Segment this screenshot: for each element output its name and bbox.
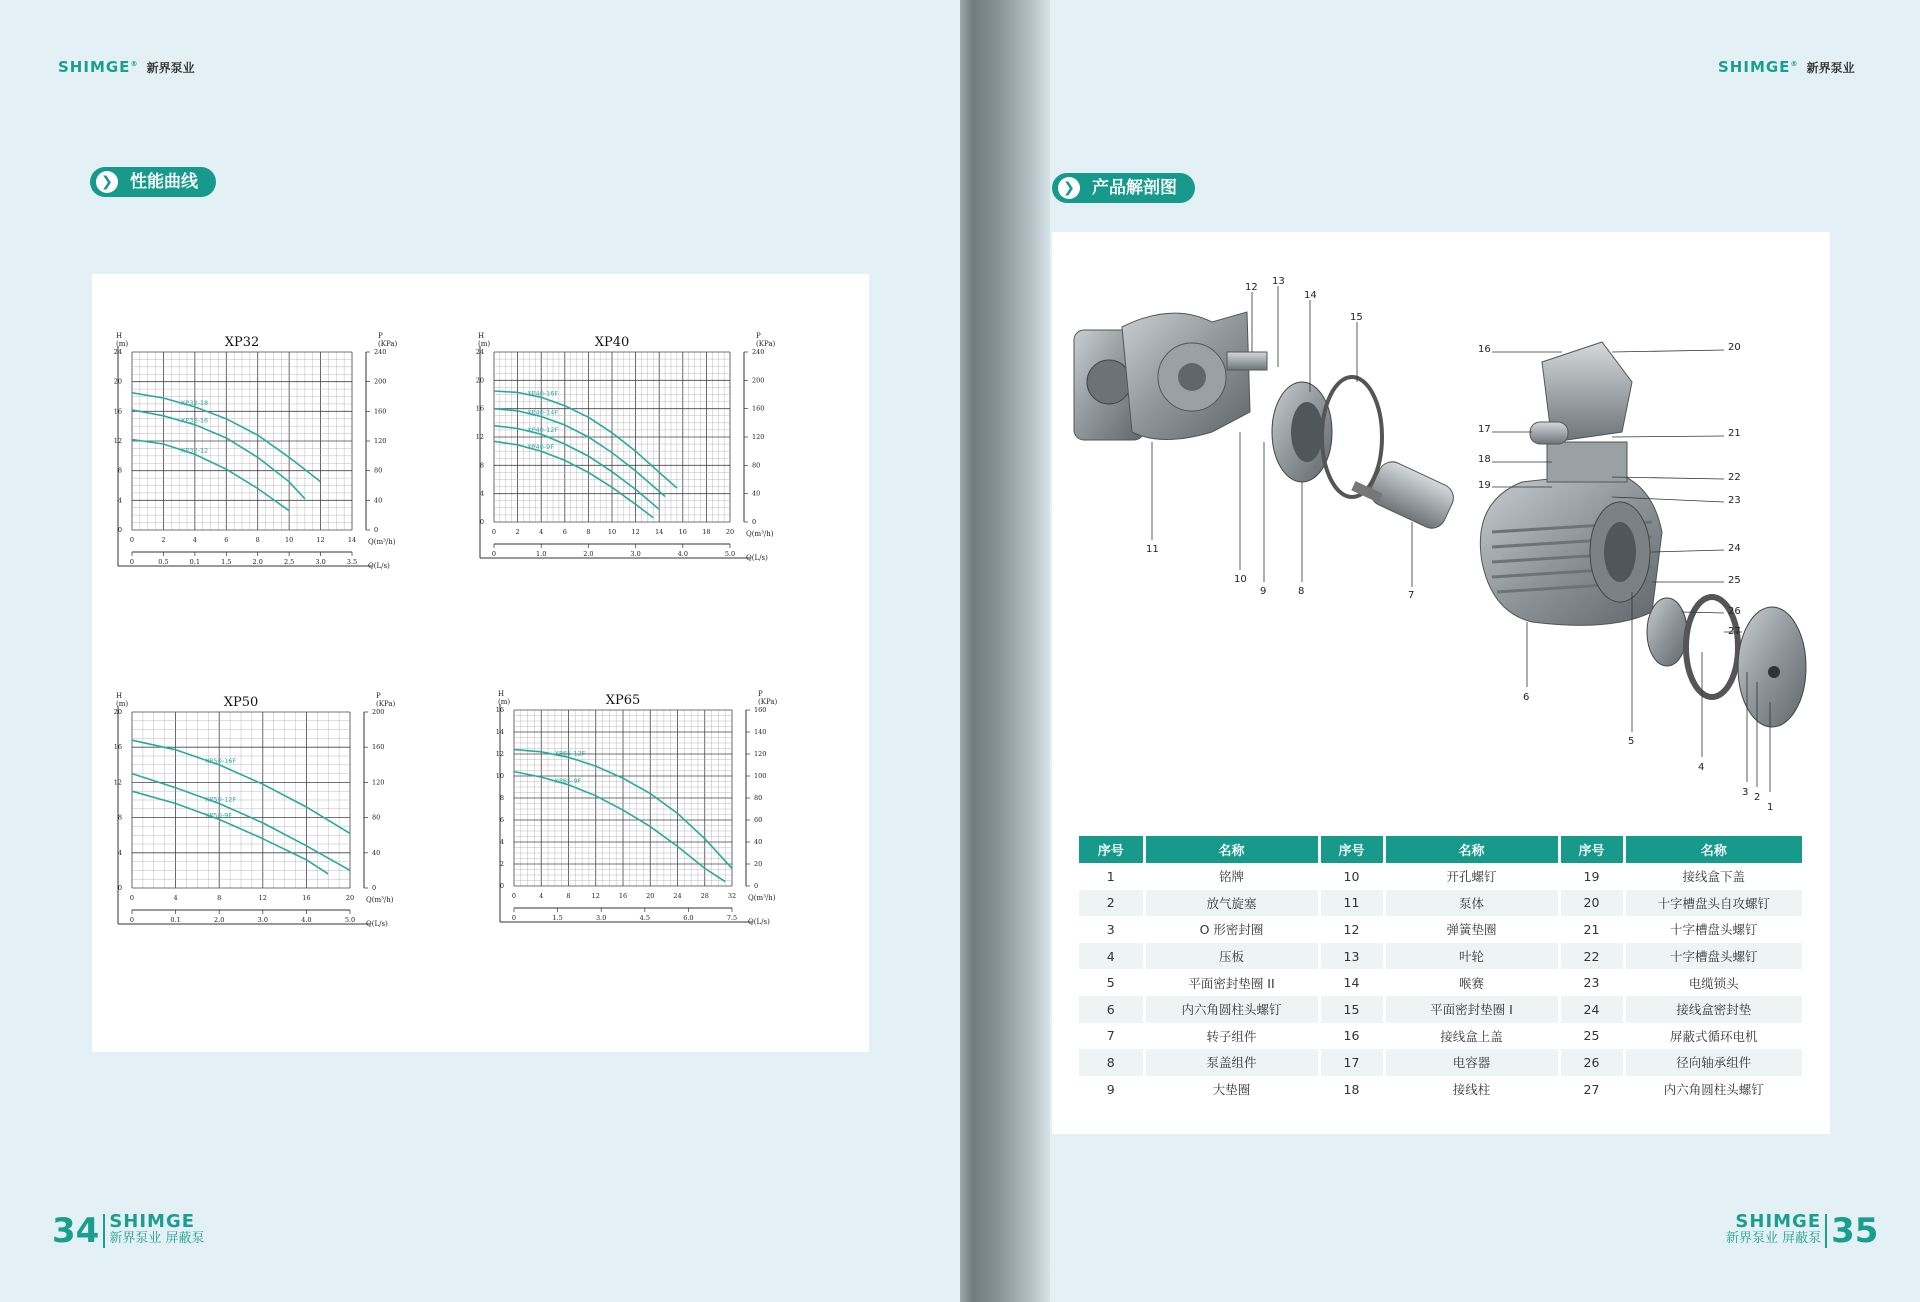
part-number-cell: 19: [1559, 863, 1624, 890]
series-label-XP65-12F: XP65-12F: [554, 749, 586, 758]
part-name-cell: 接线盒上盖: [1384, 1023, 1559, 1050]
x2-tick-label: 0: [129, 916, 135, 924]
y-tick-label: 0: [117, 884, 122, 892]
x2-tick-label: 3.0: [257, 916, 268, 924]
y2-tick-label: 80: [754, 794, 763, 802]
y-tick-label: 8: [117, 813, 122, 822]
y-tick-label: 20: [113, 708, 122, 716]
part-name-cell: 内六角圆柱头螺钉: [1624, 1076, 1802, 1103]
callout-4: 4: [1698, 762, 1705, 773]
x2-tick-label: 1.5: [552, 914, 563, 922]
col-header: 序号: [1559, 836, 1624, 863]
x-tick-label: 16: [618, 892, 628, 900]
x2-axis-label: Q(L/s): [366, 920, 388, 928]
section-title-performance: [90, 167, 216, 197]
callout-13: 13: [1272, 276, 1285, 287]
part-name-cell: 大垫圈: [1144, 1076, 1319, 1103]
section-title-text: 性能曲线: [130, 172, 198, 192]
series-label-XP40-16F: XP40-16F: [527, 389, 559, 398]
y2-tick-label: 0: [754, 882, 759, 890]
x2-tick-label: 3.5: [346, 558, 358, 566]
part-name-cell: 喉赛: [1384, 969, 1559, 996]
series-line-XP65-9F: [514, 772, 725, 882]
callout-24: 24: [1728, 543, 1741, 554]
brand-reg: ®: [1790, 60, 1799, 68]
brand-en: SHIMGE: [1718, 58, 1791, 76]
y-tick-label: 4: [117, 848, 122, 857]
x2-tick-label: 2.0: [583, 550, 594, 558]
y2-axis-label: P: [756, 332, 761, 340]
x-tick-label: 6: [562, 528, 567, 536]
x2-tick-label: 7.5: [726, 914, 738, 922]
y-tick-label: 6: [499, 816, 504, 824]
x2-tick-label: 5.0: [344, 916, 356, 924]
x-tick-label: 20: [345, 894, 355, 902]
callout-19: 19: [1478, 480, 1491, 491]
parts-table: [1079, 836, 1802, 1102]
part-number-cell: 10: [1319, 863, 1384, 890]
brand-cn: 新界泵业: [146, 61, 195, 75]
part-number-cell: 18: [1319, 1076, 1384, 1103]
y2-tick-label: 240: [752, 348, 765, 356]
chart-xp50: [112, 694, 420, 949]
y2-tick-label: 200: [372, 708, 385, 716]
chart-svg: [474, 334, 800, 579]
y2-tick-label: 40: [372, 848, 381, 857]
y-tick-label: 16: [495, 706, 504, 714]
footer-right: [1726, 1213, 1878, 1249]
x2-axis-label: Q(L/s): [368, 562, 390, 570]
x-tick-label: 0: [129, 894, 135, 902]
y2-tick-label: 40: [754, 838, 763, 846]
x2-tick-label: 2.0: [214, 916, 225, 924]
footer-left: [52, 1213, 204, 1249]
exploded-pump-illustration: [1052, 232, 1830, 792]
y2-tick-label: 120: [374, 437, 387, 445]
callout-1: 1: [1767, 802, 1774, 813]
x2-tick-label: 3.0: [315, 558, 326, 566]
y-axis-label: (m): [478, 340, 491, 348]
series-label-XP40-14F: XP40-14F: [527, 408, 559, 417]
part-number-cell: 17: [1319, 1049, 1384, 1076]
y-tick-label: 0: [479, 518, 484, 526]
part-number-cell: 6: [1079, 996, 1144, 1023]
footer-brand-en: SHIMGE: [109, 1211, 196, 1232]
y-tick-label: 10: [495, 772, 504, 780]
y2-tick-label: 0: [372, 884, 377, 892]
y2-tick-label: 80: [752, 461, 761, 470]
y-tick-label: 20: [475, 376, 484, 385]
x2-tick-label: 4.0: [301, 916, 312, 924]
y2-axis-label: (KPa): [756, 340, 776, 348]
x2-axis-label: Q(L/s): [748, 918, 770, 926]
y2-tick-label: 120: [752, 433, 765, 441]
callout-21: 21: [1728, 428, 1741, 439]
part-name-cell: 十字槽盘头螺钉: [1624, 916, 1802, 943]
callout-17: 17: [1478, 424, 1491, 435]
x2-tick-label: 0: [511, 914, 517, 922]
y2-tick-label: 160: [754, 706, 767, 714]
part-number-cell: 27: [1559, 1076, 1624, 1103]
part-name-cell: 电容器: [1384, 1049, 1559, 1076]
x2-tick-label: 2.0: [252, 558, 263, 566]
chart-xp32: [112, 334, 422, 591]
table-row: [1079, 969, 1802, 996]
table-row: [1079, 1023, 1802, 1050]
series-label-XP65-9F: XP65-9F: [554, 776, 582, 785]
callout-23: 23: [1728, 495, 1741, 506]
callout-26: 26: [1728, 606, 1741, 617]
y-tick-label: 12: [475, 433, 484, 441]
x-tick-label: 20: [725, 528, 735, 536]
chevron-right-icon: ❯: [96, 171, 118, 193]
part-name-cell: 放气旋塞: [1144, 890, 1319, 917]
x-tick-label: 0: [129, 536, 135, 544]
part-name-cell: 径向轴承组件: [1624, 1049, 1802, 1076]
y2-axis-label: P: [758, 690, 763, 698]
series-label-XP50-9F: XP50-9F: [205, 811, 233, 820]
table-row: [1079, 916, 1802, 943]
x-tick-label: 28: [700, 892, 709, 900]
table-header-row: [1079, 836, 1802, 863]
chart-title: XP40: [594, 335, 630, 350]
brand-cn: 新界泵业: [1806, 61, 1855, 75]
x-axis-label: Q(m³/h): [746, 530, 774, 538]
table-row: [1079, 1076, 1802, 1103]
rotor-icon: [1351, 457, 1458, 532]
callout-9: 9: [1260, 586, 1267, 597]
y-axis-label: (m): [116, 700, 129, 708]
series-label-XP50-12F: XP50-12F: [205, 795, 237, 804]
callout-15: 15: [1350, 312, 1363, 323]
y2-tick-label: 60: [754, 816, 763, 824]
exploded-view-panel: [1052, 232, 1830, 1134]
y2-axis-label: (KPa): [376, 700, 396, 708]
series-label-XP32-18: XP32-18: [180, 398, 209, 407]
y-tick-label: 4: [117, 496, 122, 505]
callout-5: 5: [1628, 736, 1635, 747]
brand-logo-top-left: [58, 58, 195, 76]
part-name-cell: 泵盖组件: [1144, 1049, 1319, 1076]
x-tick-label: 24: [673, 892, 682, 900]
x-tick-label: 2: [161, 536, 166, 544]
callout-12: 12: [1245, 282, 1258, 293]
x2-tick-label: 4.5: [639, 914, 650, 922]
x-tick-label: 12: [316, 536, 325, 544]
y-tick-label: 24: [475, 348, 484, 356]
col-header: 名称: [1384, 836, 1559, 863]
callout-2: 2: [1754, 792, 1761, 803]
part-name-cell: 接线盒密封垫: [1624, 996, 1802, 1023]
y-tick-label: 4: [479, 489, 484, 498]
callout-6: 6: [1523, 692, 1530, 703]
x2-tick-label: 0: [491, 550, 497, 558]
part-name-cell: 叶轮: [1384, 943, 1559, 970]
x-tick-label: 8: [255, 536, 260, 544]
x2-axis-label: Q(L/s): [746, 554, 768, 562]
part-number-cell: 21: [1559, 916, 1624, 943]
x-axis-label: Q(m³/h): [748, 894, 776, 902]
series-label-XP40-9F: XP40-9F: [527, 443, 555, 452]
section-title-text: 产品解剖图: [1092, 178, 1177, 198]
part-name-cell: 接线柱: [1384, 1076, 1559, 1103]
col-header: 名称: [1144, 836, 1319, 863]
part-name-cell: O 形密封圈: [1144, 916, 1319, 943]
y2-tick-label: 200: [374, 377, 387, 386]
y-tick-label: 2: [499, 860, 504, 868]
y-tick-label: 12: [113, 778, 122, 787]
y2-tick-label: 0: [374, 526, 379, 534]
y2-axis-label: (KPa): [758, 698, 778, 706]
x-tick-label: 16: [678, 528, 687, 536]
x-tick-label: 32: [727, 892, 737, 900]
x-tick-label: 8: [566, 892, 571, 900]
y-tick-label: 24: [113, 348, 122, 356]
y-tick-label: 16: [113, 743, 122, 752]
x2-tick-label: 2.5: [283, 558, 295, 566]
motor-icon: [1480, 472, 1662, 625]
x-tick-label: 18: [702, 528, 711, 536]
x-tick-label: 10: [285, 536, 294, 544]
y2-tick-label: 20: [754, 860, 763, 868]
part-number-cell: 3: [1079, 916, 1144, 943]
callout-14: 14: [1304, 290, 1317, 301]
part-name-cell: 接线盒下盖: [1624, 863, 1802, 890]
x-tick-label: 6: [224, 536, 229, 544]
part-name-cell: 平面密封垫圈 II: [1144, 969, 1319, 996]
table-row: [1079, 996, 1802, 1023]
part-name-cell: 十字槽盘头自攻螺钉: [1624, 890, 1802, 917]
y-tick-label: 20: [113, 377, 122, 386]
x2-tick-label: 3.0: [596, 914, 607, 922]
part-number-cell: 15: [1319, 996, 1384, 1023]
y-axis-label: H: [478, 332, 485, 340]
y2-tick-label: 140: [754, 728, 767, 736]
x-tick-label: 14: [347, 536, 357, 544]
part-number-cell: 9: [1079, 1076, 1144, 1103]
part-number-cell: 12: [1319, 916, 1384, 943]
y-axis-label: H: [498, 690, 505, 698]
performance-curves-panel: [92, 274, 869, 1052]
chart-title: XP65: [605, 693, 641, 708]
part-number-cell: 24: [1559, 996, 1624, 1023]
y2-tick-label: 80: [374, 466, 383, 475]
y2-tick-label: 40: [752, 489, 761, 498]
part-number-cell: 20: [1559, 890, 1624, 917]
y-tick-label: 8: [479, 461, 484, 470]
part-name-cell: 弹簧垫圈: [1384, 916, 1559, 943]
chevron-right-icon: ❯: [1058, 177, 1080, 199]
col-header: 名称: [1624, 836, 1802, 863]
y2-tick-label: 240: [374, 348, 387, 356]
y-axis-label: (m): [116, 340, 129, 348]
callout-10: 10: [1234, 574, 1247, 585]
table-row: [1079, 1049, 1802, 1076]
part-name-cell: 电缆锁头: [1624, 969, 1802, 996]
chart-xp65: [494, 692, 802, 947]
y-tick-label: 14: [495, 728, 504, 736]
part-number-cell: 8: [1079, 1049, 1144, 1076]
part-name-cell: 十字槽盘头螺钉: [1624, 943, 1802, 970]
callout-11: 11: [1146, 544, 1159, 555]
part-name-cell: 屏蔽式循环电机: [1624, 1023, 1802, 1050]
page-number: 35: [1831, 1211, 1879, 1251]
part-number-cell: 11: [1319, 890, 1384, 917]
y-tick-label: 4: [499, 838, 504, 846]
x-tick-label: 8: [586, 528, 591, 536]
x-tick-label: 4: [539, 528, 544, 536]
y-axis-label: H: [116, 692, 123, 700]
x-tick-label: 12: [631, 528, 640, 536]
x-tick-label: 16: [302, 894, 311, 902]
part-number-cell: 2: [1079, 890, 1144, 917]
y2-tick-label: 160: [752, 404, 765, 413]
part-number-cell: 1: [1079, 863, 1144, 890]
chart-svg: [112, 334, 422, 587]
part-number-cell: 4: [1079, 943, 1144, 970]
series-line-XP40-14F: [494, 409, 665, 497]
footer-brand-cn: 新界泵业 屏蔽泵: [109, 1231, 205, 1246]
x2-tick-label: 0.1: [170, 916, 181, 924]
col-header: 序号: [1319, 836, 1384, 863]
part-number-cell: 16: [1319, 1023, 1384, 1050]
series-label-XP32-12: XP32-12: [180, 446, 209, 455]
x-tick-label: 12: [591, 892, 600, 900]
col-header: 序号: [1079, 836, 1144, 863]
y2-tick-label: 100: [754, 772, 767, 780]
x2-tick-label: 1.5: [221, 558, 232, 566]
callout-25: 25: [1728, 575, 1741, 586]
y-tick-label: 12: [495, 750, 504, 758]
chart-title: XP32: [224, 335, 260, 350]
x2-tick-label: 6.0: [683, 914, 694, 922]
y2-tick-label: 160: [372, 743, 385, 752]
part-number-cell: 13: [1319, 943, 1384, 970]
y-tick-label: 0: [499, 882, 504, 890]
table-row: [1079, 890, 1802, 917]
x-tick-label: 0: [511, 892, 517, 900]
y-tick-label: 16: [113, 407, 122, 416]
y-axis-label: (m): [498, 698, 511, 706]
y2-tick-label: 120: [754, 750, 767, 758]
part-number-cell: 25: [1559, 1023, 1624, 1050]
part-name-cell: 平面密封垫圈 I: [1384, 996, 1559, 1023]
x-tick-label: 10: [607, 528, 617, 536]
x-tick-label: 8: [217, 894, 222, 902]
x2-tick-label: 5.0: [724, 550, 736, 558]
x-tick-label: 4: [173, 894, 178, 902]
brand-logo-top-right: [1718, 58, 1855, 76]
x-tick-label: 0: [491, 528, 497, 536]
x-axis-label: Q(m³/h): [368, 538, 396, 546]
y-tick-label: 16: [475, 404, 484, 413]
chart-title: XP50: [223, 695, 259, 710]
part-name-cell: 内六角圆柱头螺钉: [1144, 996, 1319, 1023]
x2-tick-label: 3.0: [630, 550, 641, 558]
x-axis-label: Q(m³/h): [366, 896, 394, 904]
brand-reg: ®: [130, 60, 139, 68]
x2-tick-label: 0.1: [189, 558, 201, 566]
footer-brand-en: SHIMGE: [1735, 1211, 1822, 1232]
x-tick-label: 14: [655, 528, 664, 536]
part-name-cell: 铭牌: [1144, 863, 1319, 890]
part-number-cell: 26: [1559, 1049, 1624, 1076]
section-title-exploded: [1052, 173, 1195, 203]
chart-xp40: [474, 334, 800, 583]
x-tick-label: 4: [192, 536, 197, 544]
series-label-XP50-16F: XP50-16F: [205, 756, 237, 765]
pump-body-icon: [1074, 312, 1267, 440]
terminal-box-icon: [1530, 342, 1632, 482]
part-name-cell: 压板: [1144, 943, 1319, 970]
x-tick-label: 4: [539, 892, 544, 900]
y2-tick-label: 0: [752, 518, 757, 526]
y-tick-label: 8: [499, 794, 504, 802]
y2-tick-label: 40: [374, 496, 383, 505]
page-number: 34: [52, 1211, 100, 1251]
callout-18: 18: [1478, 454, 1491, 465]
x-tick-label: 2: [515, 528, 520, 536]
x2-tick-label: 1.0: [536, 550, 547, 558]
x-tick-label: 12: [258, 894, 267, 902]
callout-7: 7: [1408, 590, 1415, 601]
part-number-cell: 23: [1559, 969, 1624, 996]
chart-svg: [112, 694, 420, 945]
callout-22: 22: [1728, 472, 1741, 483]
y-tick-label: 12: [113, 437, 122, 445]
callout-16: 16: [1478, 344, 1491, 355]
x2-tick-label: 0: [129, 558, 135, 566]
x-tick-label: 20: [646, 892, 655, 900]
right-page: [1050, 0, 1920, 1302]
part-name-cell: 转子组件: [1144, 1023, 1319, 1050]
y2-tick-label: 80: [372, 813, 381, 822]
y2-tick-label: 120: [372, 778, 385, 787]
table-row: [1079, 943, 1802, 970]
y-tick-label: 8: [117, 466, 122, 475]
part-name-cell: 开孔螺钉: [1384, 863, 1559, 890]
series-label-XP32-16: XP32-16: [180, 416, 209, 425]
footer-brand-cn: 新界泵业 屏蔽泵: [1726, 1231, 1822, 1246]
part-number-cell: 14: [1319, 969, 1384, 996]
y2-axis-label: (KPa): [378, 340, 398, 348]
part-number-cell: 5: [1079, 969, 1144, 996]
book-spine: [960, 0, 1050, 1302]
part-name-cell: 泵体: [1384, 890, 1559, 917]
callout-3: 3: [1742, 787, 1749, 798]
x2-tick-label: 4.0: [677, 550, 688, 558]
part-number-cell: 22: [1559, 943, 1624, 970]
x2-tick-label: 0.5: [158, 558, 169, 566]
y-tick-label: 0: [117, 526, 122, 534]
callout-20: 20: [1728, 342, 1741, 353]
chart-svg: [494, 692, 802, 943]
table-row: [1079, 863, 1802, 890]
y2-axis-label: P: [378, 332, 383, 340]
callout-27: 27: [1728, 626, 1741, 637]
callout-8: 8: [1298, 586, 1305, 597]
y2-axis-label: P: [376, 692, 381, 700]
y2-tick-label: 200: [752, 376, 765, 385]
brand-en: SHIMGE: [58, 58, 131, 76]
series-line-XP40-16F: [494, 391, 677, 488]
y2-tick-label: 160: [374, 407, 387, 416]
part-number-cell: 7: [1079, 1023, 1144, 1050]
y-axis-label: H: [116, 332, 123, 340]
series-label-XP40-12F: XP40-12F: [527, 426, 559, 435]
